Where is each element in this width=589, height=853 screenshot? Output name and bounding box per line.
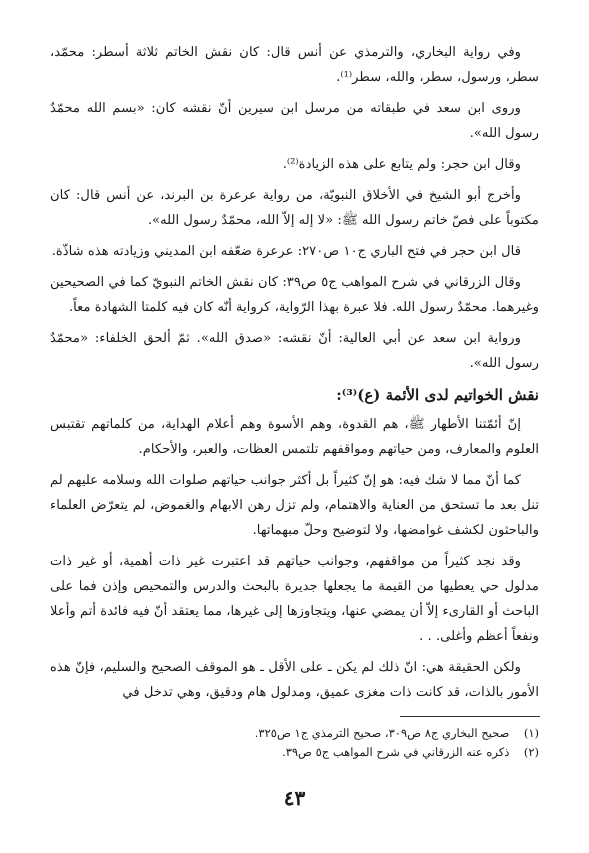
paragraph-fath-al-bari: قال ابن حجر في فتح الباري ج١٠ ص٢٧٠: عرعرة ضعّفه ابن المديني وزيادته هذه شاذّة. bbox=[51, 244, 521, 259]
footnote-2 bbox=[50, 743, 539, 762]
footnote-number: (١) bbox=[523, 726, 539, 740]
paragraph-abu-al-shaykh: وأخرج أبو الشيخ في الأخلاق النبويّة، من رواية عرعرة بن البرند، عن أنس قال: كان مكتوباً على فصّ خاتم رسول الله ﷺ: «لا إله إلاّ الله، محمّدٌ رسول الله». bbox=[50, 188, 539, 228]
paragraph-truth: ولكن الحقيقة هي: انّ ذلك لم يكن ـ على الأقل ـ هو الموقف الصحيح والسليم، فإنّ هذه الأمور بالذات، قد كانت ذات مغزى عميق، ومدلول هام ودقيق، وهي تدخل في bbox=[50, 660, 539, 700]
footnote-divider bbox=[400, 716, 540, 717]
paragraph-ibn-hajar: وقال ابن حجر: ولم يتابع على هذه الزيادة⁽²⁾. bbox=[282, 157, 521, 172]
section-heading: نقش الخواتيم لدى الأئمة (ع)⁽³⁾: bbox=[336, 386, 539, 404]
paragraph-imams-role-models: إنّ أئمّتنا الأطهار ﷺ، هم القدوة، وهم الأسوة وهم أعلام الهداية، من كلماتهم تقتبس العلوم والمعارف، ومن حياتهم ومواقفهم تلتمس العظات، والعبر، والأحكام. bbox=[50, 417, 539, 457]
paragraph-bukhari-tirmidhi: وفي رواية البخاري، والترمذي عن أنس قال: كان نقش الخاتم ثلاثة أسطر: محمّد، سطر، ورسول، سطر، والله، سطر⁽¹⁾. bbox=[50, 45, 539, 85]
footnote-text: صحيح البخاري ج٨ ص٣٠٩، صحيح الترمذي ج١ ص٣٢٥. bbox=[254, 726, 510, 740]
footnote-text: ذكره عنه الزرقاني في شرح المواهب ج٥ ص٣٩. bbox=[282, 745, 510, 759]
paragraph-ibn-saad: وروى ابن سعد في طبقاته من مرسل ابن سيرين أنّ نقشه كان: «بسم الله محمّدٌ رسول الله». bbox=[50, 101, 539, 141]
footnote-number: (٢) bbox=[523, 745, 539, 759]
paragraph-abu-al-aliya: ورواية ابن سعد عن أبي العالية: أنّ نقشه: «صدق الله». ثمّ ألحق الخلفاء: «محمّدٌ رسول الله». bbox=[50, 331, 539, 371]
paragraph-positions-overlooked: وقد نجد كثيراً من مواقفهم، وجوانب حياتهم قد اعتبرت غير ذات أهمية، أو غير ذات مدلول حي يعطيها من القيمة ما يجعلها جديرة بالبحث والدرس والتمحيص وإذن فما على الباحث أو القارىء إلاّ أن يمضي عنها، ويتجاوزها إلى غيرها، مما يعتقد أنّ فيه فائدة أتم وأعلا ونفعاً أعظم وأغلى. . . bbox=[50, 554, 539, 644]
footnote-1 bbox=[50, 724, 539, 743]
paragraph-zurqani: وقال الزرقاني في شرح المواهب ج٥ ص٣٩: كان نقش الخاتم النبويّ كما في الصحيحين وغيرهما. محمّدٌ رسول الله. فلا عبرة بهذا الرّواية، كرواية أنّه كان فيه كلمتا الشهادة معاً. bbox=[50, 275, 539, 315]
page-number: ٤٣ bbox=[283, 786, 306, 810]
paragraph-neglected-aspects: كما أنّ مما لا شك فيه: هو إنّ كثيراً بل أكثر جوانب حياتهم صلوات الله وسلامه عليهم لم تنل بعد ما تستحق من العناية والاهتمام، ولم تزل رهن الابهام والغموض، لم يتعرّض العلماء والباحثون لكشف غوامضها، ولا لتوضيح وحلّ مبهماتها. bbox=[50, 473, 539, 538]
footnotes bbox=[50, 724, 539, 762]
